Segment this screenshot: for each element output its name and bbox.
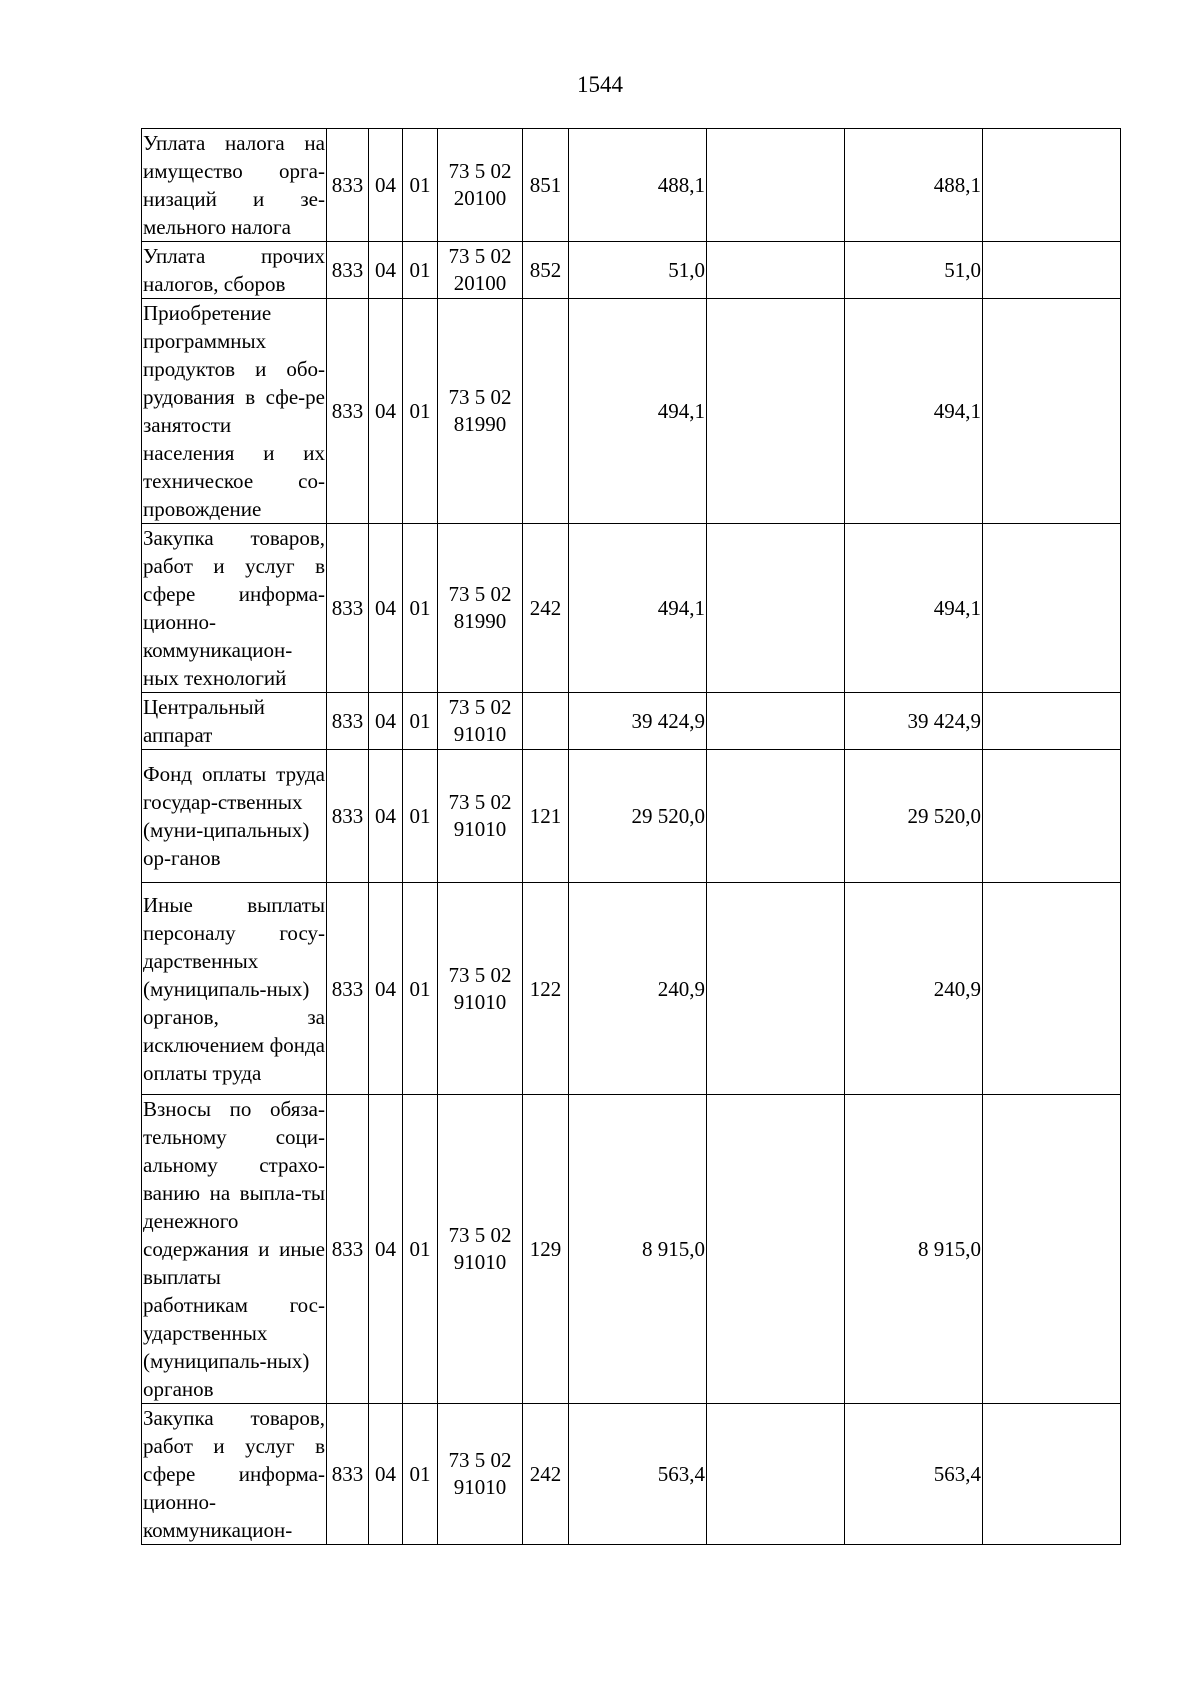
row-target-article-code-line-2: 20100 <box>453 271 507 295</box>
row-target-article-code-line-2: 91010 <box>453 722 507 746</box>
row-expense-type-code: 852 <box>523 242 569 299</box>
row-amount-2 <box>707 524 845 693</box>
row-amount-2 <box>707 1404 845 1545</box>
table-row <box>142 129 1121 242</box>
row-name: Центральный аппарат <box>142 693 327 750</box>
row-target-article-code-line-1: 73 5 02 <box>448 582 512 606</box>
row-subsection-code: 01 <box>403 693 438 750</box>
row-name: Иные выплаты персоналу госу-дарственных (муниципаль-ных) органов, за исключением фонда оплаты труда <box>142 883 327 1095</box>
row-subsection-code: 01 <box>403 883 438 1095</box>
table-row <box>142 299 1121 524</box>
row-amount-3: 563,4 <box>845 1404 983 1545</box>
row-amount-3: 488,1 <box>845 129 983 242</box>
row-expense-type-code: 242 <box>523 524 569 693</box>
table-row <box>142 1404 1121 1545</box>
row-target-article-code-line-2: 91010 <box>453 1475 507 1499</box>
row-amount-2 <box>707 129 845 242</box>
row-target-article-code-line-1: 73 5 02 <box>448 962 512 987</box>
row-target-article-code-line-1: 73 5 02 <box>448 695 512 719</box>
row-amount-4 <box>983 129 1121 242</box>
row-target-article-code-line-1: 73 5 02 <box>448 244 512 268</box>
row-section-code: 04 <box>369 750 403 883</box>
row-amount-4 <box>983 299 1121 524</box>
row-expense-type-code: 122 <box>523 883 569 1095</box>
row-expense-type-code: 851 <box>523 129 569 242</box>
row-expense-type-code: 129 <box>523 1095 569 1404</box>
row-target-article-code-line-2: 91010 <box>453 1250 507 1274</box>
row-subsection-code: 01 <box>403 750 438 883</box>
row-name: Взносы по обяза-тельному соци-альному страхо-ванию на выпла-ты денежного содержания и иные выплаты работникам гос-ударственных (муниципаль-ных) органов <box>142 1095 327 1404</box>
row-amount-1: 8 915,0 <box>569 1095 707 1404</box>
row-expense-type-code: 121 <box>523 750 569 883</box>
row-grbs-code: 833 <box>327 693 369 750</box>
row-subsection-code: 01 <box>403 129 438 242</box>
row-target-article-code-line-1: 73 5 02 <box>448 1223 512 1247</box>
row-target-article-code-line-1: 73 5 02 <box>448 385 512 409</box>
row-grbs-code: 833 <box>327 883 369 1095</box>
row-amount-1: 240,9 <box>569 883 707 1095</box>
row-amount-3: 51,0 <box>845 242 983 299</box>
row-amount-1: 563,4 <box>569 1404 707 1545</box>
row-amount-3: 494,1 <box>845 299 983 524</box>
row-name: Уплата прочих налогов, сборов <box>142 242 327 299</box>
row-subsection-code: 01 <box>403 524 438 693</box>
row-amount-4 <box>983 1095 1121 1404</box>
row-name: Закупка товаров, работ и услуг в сфере информа-ционно-коммуникацион- <box>142 1404 327 1545</box>
row-grbs-code: 833 <box>327 750 369 883</box>
row-target-article-code <box>438 1404 523 1545</box>
row-target-article-code-line-1: 73 5 02 <box>448 1448 512 1472</box>
row-section-code: 04 <box>369 242 403 299</box>
row-name: Закупка товаров, работ и услуг в сфере информа-ционно-коммуникацион-ных технологий <box>142 524 327 693</box>
row-target-article-code-line-1: 73 5 02 <box>448 790 512 814</box>
row-target-article-code <box>438 883 523 1095</box>
row-amount-2 <box>707 750 845 883</box>
row-amount-1: 29 520,0 <box>569 750 707 883</box>
row-subsection-code: 01 <box>403 299 438 524</box>
row-grbs-code: 833 <box>327 524 369 693</box>
table-row <box>142 750 1121 883</box>
row-amount-1: 39 424,9 <box>569 693 707 750</box>
row-amount-2 <box>707 693 845 750</box>
row-target-article-code <box>438 524 523 693</box>
row-section-code: 04 <box>369 129 403 242</box>
table-body <box>142 129 1121 1545</box>
row-section-code: 04 <box>369 1095 403 1404</box>
row-amount-3: 8 915,0 <box>845 1095 983 1404</box>
row-grbs-code: 833 <box>327 299 369 524</box>
table-row <box>142 242 1121 299</box>
row-target-article-code-line-2: 91010 <box>453 989 507 1014</box>
row-amount-4 <box>983 524 1121 693</box>
row-grbs-code: 833 <box>327 1095 369 1404</box>
table-row <box>142 1095 1121 1404</box>
row-name: Уплата налога на имущество орга-низаций и зе-мельного налога <box>142 129 327 242</box>
budget-table <box>141 128 1121 1545</box>
row-grbs-code: 833 <box>327 1404 369 1545</box>
row-target-article-code-line-2: 81990 <box>453 609 507 633</box>
row-expense-type-code <box>523 299 569 524</box>
table-row <box>142 693 1121 750</box>
row-target-article-code-line-2: 81990 <box>453 412 507 436</box>
row-subsection-code: 01 <box>403 1095 438 1404</box>
row-amount-2 <box>707 883 845 1095</box>
row-section-code: 04 <box>369 693 403 750</box>
row-amount-1: 494,1 <box>569 524 707 693</box>
row-amount-2 <box>707 299 845 524</box>
row-name: Приобретение программных продуктов и обо-рудования в сфе-ре занятости населения и их техническое со-провождение <box>142 299 327 524</box>
row-amount-1: 488,1 <box>569 129 707 242</box>
table-row <box>142 524 1121 693</box>
row-amount-3: 39 424,9 <box>845 693 983 750</box>
row-section-code: 04 <box>369 883 403 1095</box>
row-amount-3: 240,9 <box>845 883 983 1095</box>
row-amount-2 <box>707 1095 845 1404</box>
row-expense-type-code: 242 <box>523 1404 569 1545</box>
row-amount-4 <box>983 1404 1121 1545</box>
row-amount-1: 494,1 <box>569 299 707 524</box>
page-number: 1544 <box>577 72 623 97</box>
row-amount-4 <box>983 693 1121 750</box>
row-target-article-code-line-2: 20100 <box>453 186 507 210</box>
row-amount-3: 29 520,0 <box>845 750 983 883</box>
row-amount-2 <box>707 242 845 299</box>
row-target-article-code <box>438 1095 523 1404</box>
row-target-article-code <box>438 129 523 242</box>
row-amount-4 <box>983 242 1121 299</box>
row-target-article-code <box>438 693 523 750</box>
row-target-article-code-line-2: 91010 <box>453 817 507 841</box>
row-amount-4 <box>983 883 1121 1095</box>
row-target-article-code <box>438 242 523 299</box>
row-grbs-code: 833 <box>327 242 369 299</box>
row-target-article-code <box>438 750 523 883</box>
row-amount-1: 51,0 <box>569 242 707 299</box>
row-expense-type-code <box>523 693 569 750</box>
row-section-code: 04 <box>369 524 403 693</box>
row-amount-3: 494,1 <box>845 524 983 693</box>
table-row <box>142 883 1121 1095</box>
row-amount-4 <box>983 750 1121 883</box>
row-section-code: 04 <box>369 1404 403 1545</box>
row-section-code: 04 <box>369 299 403 524</box>
row-subsection-code: 01 <box>403 242 438 299</box>
row-grbs-code: 833 <box>327 129 369 242</box>
row-target-article-code <box>438 299 523 524</box>
row-subsection-code: 01 <box>403 1404 438 1545</box>
row-name: Фонд оплаты труда государ-ственных (муни-ципальных) ор-ганов <box>142 750 327 883</box>
row-target-article-code-line-1: 73 5 02 <box>448 159 512 183</box>
